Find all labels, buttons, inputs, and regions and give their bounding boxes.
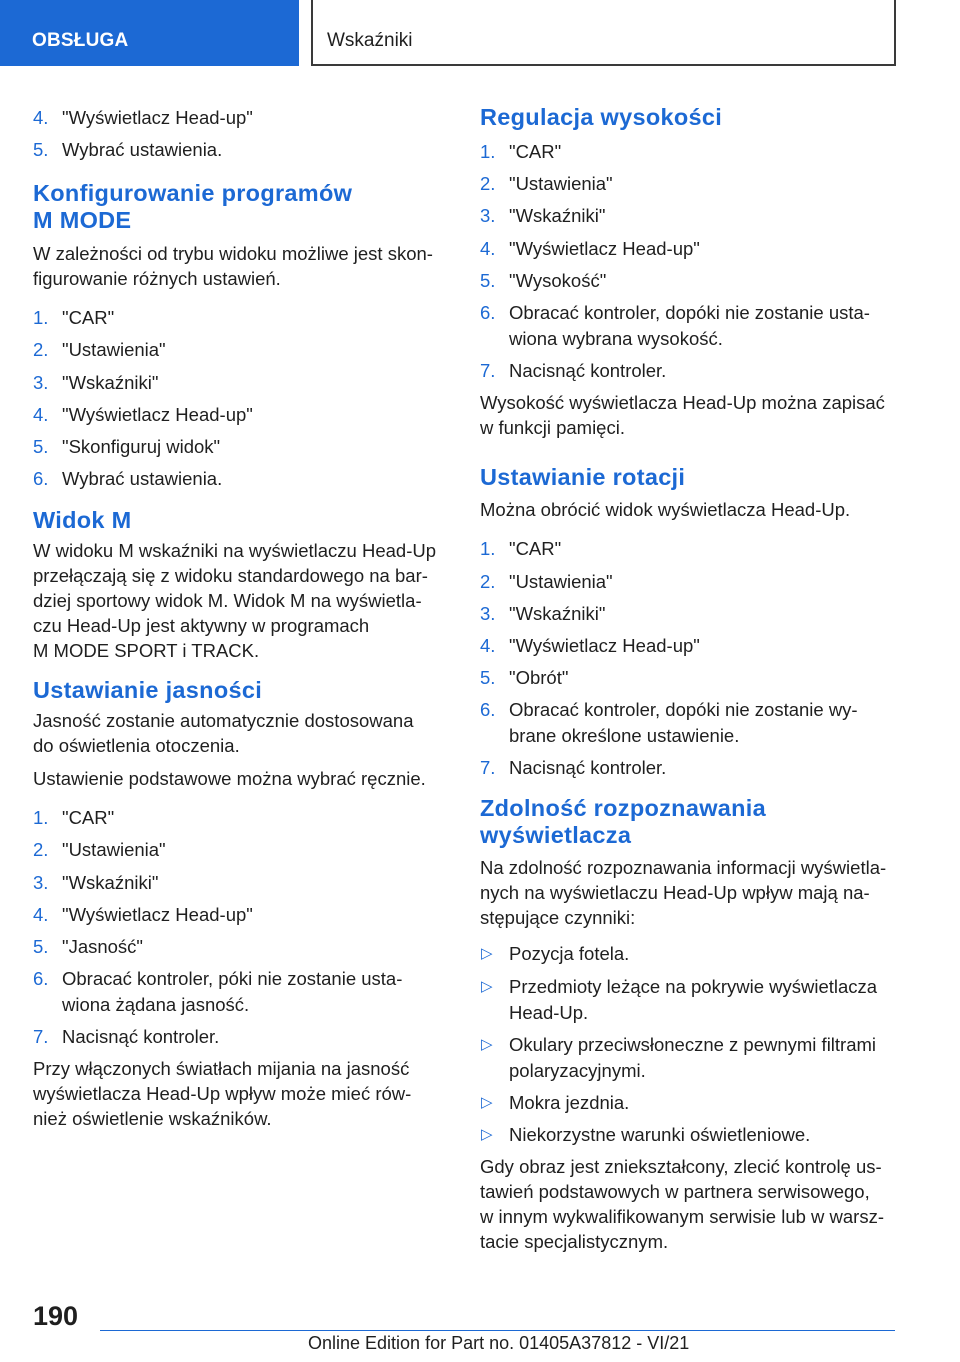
brightness-manual: Ustawienie podstawowe można wybrać ręcznie. [33,768,426,790]
triangle-bullet-icon: ▷ [481,977,493,995]
list-item: 7. Nacisnąć kontroler. [33,1026,220,1048]
brightness-steps [33,805,453,1050]
heading-m-mode: Konfigurowanie programów M MODE [33,180,353,234]
list-item: 1. "CAR" [33,307,115,329]
list-item: 5. "Jasność" [33,935,144,957]
rotation-intro: Można obrócić widok wyświetlacza Head-Up. [480,499,851,521]
rotation-steps [480,536,900,781]
heading-rotation: Ustawianie rotacji [480,464,686,491]
list-item: 2. "Ustawienia" [480,570,613,592]
continued-steps [33,105,453,163]
legibility-outro: Gdy obraz jest zniekształcony, zlecić kontrolę us- tawień podstawowych w partnera serwisowego, w innym wykwalifikowanym serwisie lub w warsz- tacie specjalistycznym. [480,1156,885,1253]
list-item: ▷ Mokra jezdnia. [480,1090,900,1116]
list-item: 2. "Ustawienia" [33,339,166,361]
list-item: 4. "Wyświetlacz Head-up" [480,237,700,259]
chapter-title: Wskaźniki [327,30,413,51]
list-item: 3. "Wskaźniki" [33,371,159,393]
list-item: 5. Wybrać ustawienia. [33,139,223,161]
list-item: 1. "CAR" [33,807,115,829]
list-item: 3. "Wskaźniki" [33,871,159,893]
legibility-intro: Na zdolność rozpoznawania informacji wyświetla- nych na wyświetlaczu Head-Up wpływ mają na- stępujące czynniki: [480,857,887,929]
list-item: ▷ Niekorzystne warunki oświetleniowe. [480,1122,900,1148]
list-item: 4. "Wyświetlacz Head-up" [33,107,253,128]
list-item: 2. "Ustawienia" [480,173,613,195]
list-item: 6. Obracać kontroler, dopóki nie zostanie usta- wiona wybrana wysokość. [480,301,870,349]
heading-height: Regulacja wysokości [480,104,723,130]
list-item: ▷ Pozycja fotela. [480,941,900,967]
m-mode-intro: W zależności od trybu widoku możliwe jest skon- figurowanie różnych ustawień. [33,243,433,290]
list-item: 5. "Obrót" [480,667,569,689]
height-steps [480,139,900,384]
chapter-header [311,0,896,66]
list-item: 3. "Wskaźniki" [480,602,606,624]
section-tab [0,0,299,66]
list-item: 7. Nacisnąć kontroler. [480,360,667,382]
edition-text: Online Edition for Part no. 01405A37812 - VI/21 [308,1333,690,1353]
list-item: 4. "Wyświetlacz Head-up" [480,634,700,656]
triangle-bullet-icon: ▷ [481,1094,493,1111]
legibility-factors [480,941,900,1148]
list-item: 6. Obracać kontroler, dopóki nie zostanie wy- brane określone ustawienie. [480,699,858,747]
list-item: 1. "CAR" [480,538,562,560]
page-number: 190 [33,1301,79,1331]
list-item: ▷ Przedmioty leżące na pokrywie wyświetlacza Head-Up. [481,975,878,1023]
widok-m-text: W widoku M wskaźniki na wyświetlaczu Head-Up przełączają się z widoku standardowego na bar- dziej sportowy widok M. Widok M na wyświetla- czu Head-Up jest aktywny w programach M MODE SPORT i TRACK. [33,540,437,662]
list-item: 6. Obracać kontroler, póki nie zostanie usta- wiona żądana jasność. [33,968,403,1016]
list-item: 4. "Wyświetlacz Head-up" [33,903,253,925]
brightness-text: Jasność zostanie automatycznie dostosowana do oświetlenia otoczenia. [33,710,414,757]
list-item: 2. "Ustawienia" [33,839,166,861]
section-title: OBSŁUGA [32,30,129,51]
list-item: ▷ Okulary przeciwsłoneczne z pewnymi filtrami polaryzacyjnymi. [481,1033,877,1081]
list-item: 5. "Skonfiguruj widok" [33,435,221,457]
m-mode-steps [33,305,453,492]
list-item: 1. "CAR" [480,141,562,162]
list-item: 5. "Wysokość" [480,269,607,291]
triangle-bullet-icon: ▷ [481,945,493,963]
right-column [480,100,900,1254]
heading-legibility: Zdolność rozpoznawania wyświetlacza [480,795,767,849]
brightness-note: Przy włączonych światłach mijania na jasność wyświetlacza Head-Up wpływ może mieć rów- nież oświetlenie wskaźników. [33,1058,412,1130]
triangle-bullet-icon: ▷ [481,1035,493,1053]
heading-widok-m: Widok M [33,507,132,534]
list-item: 4. "Wyświetlacz Head-up" [33,403,253,425]
list-item: 6. Wybrać ustawienia. [33,468,223,490]
footer-rule [100,1330,895,1331]
triangle-bullet-icon: ▷ [481,1126,493,1144]
list-item: 7. Nacisnąć kontroler. [480,757,667,779]
list-item: 3. "Wskaźniki" [480,205,606,227]
height-note: Wysokość wyświetlacza Head-Up można zapisać w funkcji pamięci. [480,392,885,439]
left-column [33,100,453,1131]
heading-brightness: Ustawianie jasności [33,677,263,704]
